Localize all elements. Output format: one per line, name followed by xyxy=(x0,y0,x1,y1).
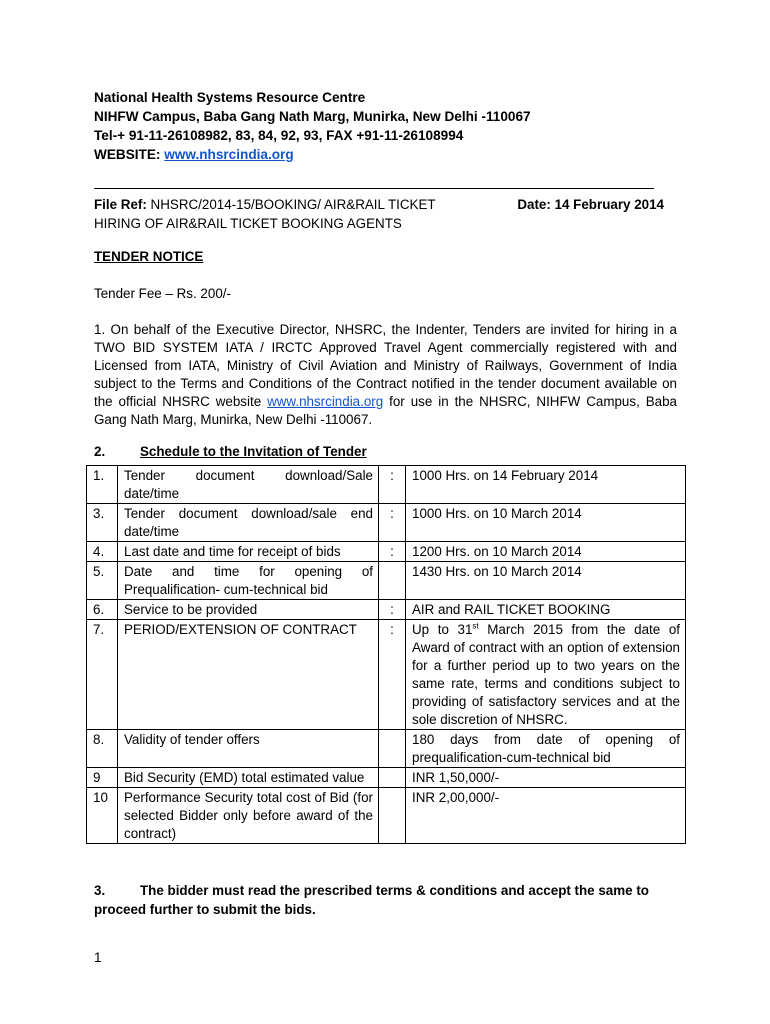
table-row xyxy=(87,542,686,562)
para-text-before: 1. On behalf of the Executive Director, NHSRC, the Indenter, Tenders are invited for hiring in a TWO BID SYSTEM IATA / IRCTC Approved Travel Agent commercially registered with and Licensed from IATA, Ministry of Civil Aviation and Ministry of Railways, Government of India subject to the Terms and Conditions of the Contract notified in the tender document available on the official NHSRC website xyxy=(94,322,677,409)
notice-subject: HIRING OF AIR&RAIL TICKET BOOKING AGENTS xyxy=(94,216,402,231)
row-description: Last date and time for receipt of bids xyxy=(118,542,379,562)
row-description: Date and time for opening of Prequalification- cum-technical bid xyxy=(118,562,379,600)
website-label: WEBSITE: xyxy=(94,147,165,162)
row-number: 3. xyxy=(87,504,118,542)
row-description: Service to be provided xyxy=(118,600,379,620)
table-row xyxy=(87,466,686,504)
row-number: 7. xyxy=(87,620,118,730)
row-separator xyxy=(379,562,406,600)
table-row xyxy=(87,504,686,542)
row-separator xyxy=(379,788,406,844)
table-row xyxy=(87,788,686,844)
table-row xyxy=(87,600,686,620)
invitation-paragraph xyxy=(94,321,677,428)
section-2-title: Schedule to the Invitation of Tender xyxy=(140,444,367,459)
notice-title: TENDER NOTICE xyxy=(94,249,204,264)
org-header xyxy=(94,88,531,164)
row-separator xyxy=(379,768,406,788)
row-value: 1000 Hrs. on 10 March 2014 xyxy=(406,504,686,542)
table-row xyxy=(87,730,686,768)
row-number: 10 xyxy=(87,788,118,844)
section-3-number: 3. xyxy=(94,883,106,898)
table-row xyxy=(87,620,686,730)
row-number: 6. xyxy=(87,600,118,620)
section-3 xyxy=(94,881,677,919)
section-3-text: The bidder must read the prescribed terms & conditions and accept the same to proceed further to submit the bids. xyxy=(94,883,649,917)
row-description: Tender document download/Sale date/time xyxy=(118,466,379,504)
notice-date: Date: 14 February 2014 xyxy=(517,197,664,212)
row-value: INR 2,00,000/- xyxy=(406,788,686,844)
row-description: Performance Security total cost of Bid (for selected Bidder only before award of the contract) xyxy=(118,788,379,844)
row-value: AIR and RAIL TICKET BOOKING xyxy=(406,600,686,620)
row-description: Validity of tender offers xyxy=(118,730,379,768)
tender-fee: Tender Fee – Rs. 200/- xyxy=(94,286,231,301)
file-ref-value: NHSRC/2014-15/BOOKING/ AIR&RAIL TICKET xyxy=(146,197,436,212)
row-separator: : xyxy=(379,600,406,620)
row-value: INR 1,50,000/- xyxy=(406,768,686,788)
value-superscript: st xyxy=(472,621,479,631)
table-row xyxy=(87,768,686,788)
value-post: March 2015 from the date of Award of contract with an option of extension for a further period up to two years on the same rate, terms and conditions subject to providing of satisfactory services and at the sole discretion of NHSRC. xyxy=(412,622,680,727)
org-website xyxy=(94,145,531,164)
org-contact: Tel-+ 91-11-26108982, 83, 84, 92, 93, FAX +91-11-26108994 xyxy=(94,128,464,143)
row-value xyxy=(406,620,686,730)
row-value: 1430 Hrs. on 10 March 2014 xyxy=(406,562,686,600)
row-number: 1. xyxy=(87,466,118,504)
row-number: 8. xyxy=(87,730,118,768)
row-number: 9 xyxy=(87,768,118,788)
row-value: 180 days from date of opening of prequalification-cum-technical bid xyxy=(406,730,686,768)
org-name: National Health Systems Resource Centre xyxy=(94,90,366,105)
row-value: 1200 Hrs. on 10 March 2014 xyxy=(406,542,686,562)
section-2-number: 2. xyxy=(94,444,106,459)
file-reference xyxy=(94,195,664,233)
value-pre: Up to 31 xyxy=(412,622,473,637)
section-2-heading xyxy=(94,444,367,459)
row-value: 1000 Hrs. on 14 February 2014 xyxy=(406,466,686,504)
schedule-table xyxy=(86,465,686,844)
org-address: NIHFW Campus, Baba Gang Nath Marg, Munirka, New Delhi -110067 xyxy=(94,109,531,124)
header-divider xyxy=(94,188,654,189)
website-link[interactable]: www.nhsrcindia.org xyxy=(164,147,294,162)
page-number: 1 xyxy=(94,950,102,965)
row-separator: : xyxy=(379,466,406,504)
para-text-after: for use in the NHSRC, NIHFW Campus, Baba Gang Nath Marg, Munirka, New Delhi -110067. xyxy=(94,393,677,427)
file-ref-label: File Ref: xyxy=(94,197,147,212)
table-row xyxy=(87,562,686,600)
row-separator: : xyxy=(379,504,406,542)
para-website-link[interactable]: www.nhsrcindia.org xyxy=(267,393,384,409)
row-description: Tender document download/sale end date/time xyxy=(118,504,379,542)
row-description: PERIOD/EXTENSION OF CONTRACT xyxy=(118,620,379,730)
row-description: Bid Security (EMD) total estimated value xyxy=(118,768,379,788)
row-separator: : xyxy=(379,542,406,562)
row-number: 4. xyxy=(87,542,118,562)
row-number: 5. xyxy=(87,562,118,600)
row-separator: : xyxy=(379,620,406,730)
row-separator xyxy=(379,730,406,768)
